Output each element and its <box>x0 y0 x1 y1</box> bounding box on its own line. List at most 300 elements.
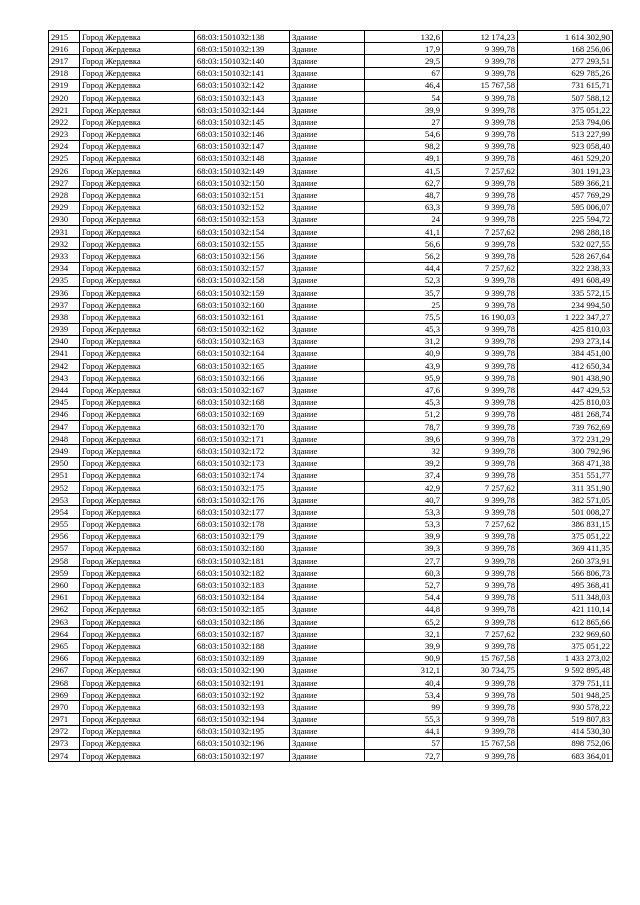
area-cell: 53,3 <box>365 518 443 530</box>
row-number-cell: 2940 <box>49 335 80 347</box>
row-number-cell: 2960 <box>49 579 80 591</box>
object-type-cell: Здание <box>290 628 365 640</box>
locality-cell: Город Жердевка <box>80 140 195 152</box>
row-number-cell: 2925 <box>49 152 80 164</box>
area-cell: 44,4 <box>365 262 443 274</box>
locality-cell: Город Жердевка <box>80 323 195 335</box>
area-cell: 75,5 <box>365 311 443 323</box>
locality-cell: Город Жердевка <box>80 616 195 628</box>
area-cell: 54,4 <box>365 591 443 603</box>
row-number-cell: 2928 <box>49 189 80 201</box>
object-type-cell: Здание <box>290 542 365 554</box>
object-type-cell: Здание <box>290 616 365 628</box>
table-row <box>49 226 613 238</box>
cadastral-value-cell: 351 551,77 <box>518 469 613 481</box>
area-cell: 47,6 <box>365 384 443 396</box>
row-number-cell: 2921 <box>49 104 80 116</box>
locality-cell: Город Жердевка <box>80 640 195 652</box>
cadastral-value-cell: 513 227,99 <box>518 128 613 140</box>
table-row <box>49 494 613 506</box>
locality-cell: Город Жердевка <box>80 676 195 688</box>
locality-cell: Город Жердевка <box>80 372 195 384</box>
object-type-cell: Здание <box>290 421 365 433</box>
specific-value-cell: 9 399,78 <box>443 469 518 481</box>
cadastral-value-cell: 9 592 895,48 <box>518 664 613 676</box>
row-number-cell: 2961 <box>49 591 80 603</box>
cadastral-value-cell: 300 792,96 <box>518 445 613 457</box>
locality-cell: Город Жердевка <box>80 299 195 311</box>
locality-cell: Город Жердевка <box>80 737 195 749</box>
cadastral-number-cell: 68:03:1501032:174 <box>195 469 290 481</box>
cadastral-number-cell: 68:03:1501032:192 <box>195 689 290 701</box>
object-type-cell: Здание <box>290 335 365 347</box>
cadastral-value-cell: 301 191,23 <box>518 165 613 177</box>
row-number-cell: 2927 <box>49 177 80 189</box>
object-type-cell: Здание <box>290 213 365 225</box>
area-cell: 46,4 <box>365 79 443 91</box>
object-type-cell: Здание <box>290 360 365 372</box>
cadastral-number-cell: 68:03:1501032:191 <box>195 676 290 688</box>
area-cell: 27,7 <box>365 555 443 567</box>
cadastral-value-cell: 501 008,27 <box>518 506 613 518</box>
cadastral-value-cell: 382 571,05 <box>518 494 613 506</box>
cadastral-value-cell: 322 238,33 <box>518 262 613 274</box>
object-type-cell: Здание <box>290 676 365 688</box>
cadastral-number-cell: 68:03:1501032:155 <box>195 238 290 250</box>
area-cell: 56,2 <box>365 250 443 262</box>
row-number-cell: 2955 <box>49 518 80 530</box>
object-type-cell: Здание <box>290 713 365 725</box>
cadastral-number-cell: 68:03:1501032:156 <box>195 250 290 262</box>
table-row <box>49 323 613 335</box>
cadastral-number-cell: 68:03:1501032:138 <box>195 31 290 43</box>
specific-value-cell: 9 399,78 <box>443 640 518 652</box>
table-row <box>49 360 613 372</box>
specific-value-cell: 9 399,78 <box>443 591 518 603</box>
table-row <box>49 201 613 213</box>
row-number-cell: 2956 <box>49 530 80 542</box>
table-row <box>49 616 613 628</box>
object-type-cell: Здание <box>290 567 365 579</box>
specific-value-cell: 9 399,78 <box>443 347 518 359</box>
table-row <box>49 189 613 201</box>
cadastral-number-cell: 68:03:1501032:176 <box>195 494 290 506</box>
locality-cell: Город Жердевка <box>80 79 195 91</box>
table-row <box>49 676 613 688</box>
row-number-cell: 2933 <box>49 250 80 262</box>
cadastral-number-cell: 68:03:1501032:170 <box>195 421 290 433</box>
table-row <box>49 91 613 103</box>
cadastral-number-cell: 68:03:1501032:172 <box>195 445 290 457</box>
row-number-cell: 2935 <box>49 274 80 286</box>
table-row <box>49 701 613 713</box>
locality-cell: Город Жердевка <box>80 421 195 433</box>
row-number-cell: 2963 <box>49 616 80 628</box>
object-type-cell: Здание <box>290 481 365 493</box>
object-type-cell: Здание <box>290 79 365 91</box>
locality-cell: Город Жердевка <box>80 347 195 359</box>
area-cell: 52,3 <box>365 274 443 286</box>
cadastral-number-cell: 68:03:1501032:168 <box>195 396 290 408</box>
area-cell: 40,7 <box>365 494 443 506</box>
locality-cell: Город Жердевка <box>80 201 195 213</box>
area-cell: 52,7 <box>365 579 443 591</box>
specific-value-cell: 9 399,78 <box>443 542 518 554</box>
table-row <box>49 104 613 116</box>
cadastral-number-cell: 68:03:1501032:149 <box>195 165 290 177</box>
locality-cell: Город Жердевка <box>80 433 195 445</box>
locality-cell: Город Жердевка <box>80 91 195 103</box>
object-type-cell: Здание <box>290 555 365 567</box>
locality-cell: Город Жердевка <box>80 360 195 372</box>
cadastral-number-cell: 68:03:1501032:197 <box>195 750 290 762</box>
specific-value-cell: 9 399,78 <box>443 555 518 567</box>
row-number-cell: 2930 <box>49 213 80 225</box>
table-row <box>49 603 613 615</box>
object-type-cell: Здание <box>290 518 365 530</box>
object-type-cell: Здание <box>290 506 365 518</box>
cadastral-value-cell: 375 051,22 <box>518 640 613 652</box>
cadastral-value-cell: 491 608,49 <box>518 274 613 286</box>
row-number-cell: 2948 <box>49 433 80 445</box>
area-cell: 31,2 <box>365 335 443 347</box>
area-cell: 51,2 <box>365 408 443 420</box>
locality-cell: Город Жердевка <box>80 43 195 55</box>
specific-value-cell: 9 399,78 <box>443 421 518 433</box>
object-type-cell: Здание <box>290 750 365 762</box>
cadastral-number-cell: 68:03:1501032:167 <box>195 384 290 396</box>
specific-value-cell: 9 399,78 <box>443 396 518 408</box>
table-row <box>49 31 613 43</box>
cadastral-value-cell: 369 411,35 <box>518 542 613 554</box>
row-number-cell: 2949 <box>49 445 80 457</box>
cadastral-number-cell: 68:03:1501032:159 <box>195 286 290 298</box>
cadastral-value-cell: 225 594,72 <box>518 213 613 225</box>
area-cell: 44,8 <box>365 603 443 615</box>
object-type-cell: Здание <box>290 384 365 396</box>
object-type-cell: Здание <box>290 177 365 189</box>
locality-cell: Город Жердевка <box>80 104 195 116</box>
area-cell: 132,6 <box>365 31 443 43</box>
area-cell: 41,1 <box>365 226 443 238</box>
cadastral-value-cell: 386 831,15 <box>518 518 613 530</box>
specific-value-cell: 9 399,78 <box>443 128 518 140</box>
row-number-cell: 2969 <box>49 689 80 701</box>
row-number-cell: 2943 <box>49 372 80 384</box>
specific-value-cell: 9 399,78 <box>443 372 518 384</box>
object-type-cell: Здание <box>290 579 365 591</box>
locality-cell: Город Жердевка <box>80 213 195 225</box>
object-type-cell: Здание <box>290 43 365 55</box>
row-number-cell: 2971 <box>49 713 80 725</box>
object-type-cell: Здание <box>290 262 365 274</box>
row-number-cell: 2942 <box>49 360 80 372</box>
area-cell: 65,2 <box>365 616 443 628</box>
row-number-cell: 2966 <box>49 652 80 664</box>
locality-cell: Город Жердевка <box>80 311 195 323</box>
row-number-cell: 2923 <box>49 128 80 140</box>
area-cell: 29,5 <box>365 55 443 67</box>
area-cell: 53,4 <box>365 689 443 701</box>
row-number-cell: 2946 <box>49 408 80 420</box>
specific-value-cell: 9 399,78 <box>443 43 518 55</box>
cadastral-value-cell: 168 256,06 <box>518 43 613 55</box>
locality-cell: Город Жердевка <box>80 591 195 603</box>
cadastral-value-cell: 234 994,50 <box>518 299 613 311</box>
locality-cell: Город Жердевка <box>80 262 195 274</box>
specific-value-cell: 9 399,78 <box>443 104 518 116</box>
row-number-cell: 2973 <box>49 737 80 749</box>
table-row <box>49 55 613 67</box>
area-cell: 43,9 <box>365 360 443 372</box>
area-cell: 25 <box>365 299 443 311</box>
cadastral-value-cell: 375 051,22 <box>518 104 613 116</box>
area-cell: 312,1 <box>365 664 443 676</box>
cadastral-number-cell: 68:03:1501032:143 <box>195 91 290 103</box>
locality-cell: Город Жердевка <box>80 67 195 79</box>
table-row <box>49 628 613 640</box>
specific-value-cell: 9 399,78 <box>443 494 518 506</box>
row-number-cell: 2916 <box>49 43 80 55</box>
table-row <box>49 128 613 140</box>
cadastral-number-cell: 68:03:1501032:178 <box>195 518 290 530</box>
specific-value-cell: 9 399,78 <box>443 201 518 213</box>
area-cell: 42,9 <box>365 481 443 493</box>
locality-cell: Город Жердевка <box>80 689 195 701</box>
object-type-cell: Здание <box>290 725 365 737</box>
cadastral-number-cell: 68:03:1501032:151 <box>195 189 290 201</box>
area-cell: 60,3 <box>365 567 443 579</box>
area-cell: 90,9 <box>365 652 443 664</box>
locality-cell: Город Жердевка <box>80 189 195 201</box>
cadastral-value-cell: 683 364,01 <box>518 750 613 762</box>
object-type-cell: Здание <box>290 469 365 481</box>
specific-value-cell: 9 399,78 <box>443 238 518 250</box>
row-number-cell: 2967 <box>49 664 80 676</box>
cadastral-number-cell: 68:03:1501032:173 <box>195 457 290 469</box>
cadastral-number-cell: 68:03:1501032:181 <box>195 555 290 567</box>
cadastral-value-cell: 457 769,29 <box>518 189 613 201</box>
row-number-cell: 2932 <box>49 238 80 250</box>
specific-value-cell: 30 734,75 <box>443 664 518 676</box>
area-cell: 40,4 <box>365 676 443 688</box>
cadastral-value-cell: 901 438,90 <box>518 372 613 384</box>
object-type-cell: Здание <box>290 311 365 323</box>
table-row <box>49 311 613 323</box>
area-cell: 40,9 <box>365 347 443 359</box>
cadastral-value-cell: 293 273,14 <box>518 335 613 347</box>
area-cell: 17,9 <box>365 43 443 55</box>
cadastral-number-cell: 68:03:1501032:195 <box>195 725 290 737</box>
cadastral-value-cell: 1 614 302,90 <box>518 31 613 43</box>
cadastral-value-cell: 379 751,11 <box>518 676 613 688</box>
cadastral-number-cell: 68:03:1501032:171 <box>195 433 290 445</box>
row-number-cell: 2934 <box>49 262 80 274</box>
row-number-cell: 2926 <box>49 165 80 177</box>
cadastral-number-cell: 68:03:1501032:186 <box>195 616 290 628</box>
locality-cell: Город Жердевка <box>80 750 195 762</box>
specific-value-cell: 9 399,78 <box>443 274 518 286</box>
locality-cell: Город Жердевка <box>80 445 195 457</box>
specific-value-cell: 7 257,62 <box>443 518 518 530</box>
object-type-cell: Здание <box>290 530 365 542</box>
specific-value-cell: 9 399,78 <box>443 433 518 445</box>
locality-cell: Город Жердевка <box>80 518 195 530</box>
object-type-cell: Здание <box>290 165 365 177</box>
cadastral-number-cell: 68:03:1501032:148 <box>195 152 290 164</box>
specific-value-cell: 9 399,78 <box>443 506 518 518</box>
locality-cell: Город Жердевка <box>80 506 195 518</box>
area-cell: 32,1 <box>365 628 443 640</box>
row-number-cell: 2919 <box>49 79 80 91</box>
cadastral-value-cell: 532 027,55 <box>518 238 613 250</box>
locality-cell: Город Жердевка <box>80 274 195 286</box>
table-row <box>49 238 613 250</box>
area-cell: 48,7 <box>365 189 443 201</box>
locality-cell: Город Жердевка <box>80 177 195 189</box>
locality-cell: Город Жердевка <box>80 55 195 67</box>
table-row <box>49 384 613 396</box>
cadastral-number-cell: 68:03:1501032:179 <box>195 530 290 542</box>
object-type-cell: Здание <box>290 189 365 201</box>
cadastral-value-cell: 425 810,03 <box>518 396 613 408</box>
row-number-cell: 2964 <box>49 628 80 640</box>
cadastral-value-cell: 731 615,71 <box>518 79 613 91</box>
area-cell: 39,3 <box>365 542 443 554</box>
table-row <box>49 43 613 55</box>
area-cell: 39,9 <box>365 530 443 542</box>
cadastral-value-cell: 930 578,22 <box>518 701 613 713</box>
table-row <box>49 250 613 262</box>
locality-cell: Город Жердевка <box>80 469 195 481</box>
cadastral-value-cell: 739 762,69 <box>518 421 613 433</box>
object-type-cell: Здание <box>290 701 365 713</box>
cadastral-value-cell: 384 451,00 <box>518 347 613 359</box>
locality-cell: Город Жердевка <box>80 384 195 396</box>
locality-cell: Город Жердевка <box>80 250 195 262</box>
row-number-cell: 2957 <box>49 542 80 554</box>
area-cell: 41,5 <box>365 165 443 177</box>
cadastral-number-cell: 68:03:1501032:189 <box>195 652 290 664</box>
row-number-cell: 2937 <box>49 299 80 311</box>
specific-value-cell: 9 399,78 <box>443 701 518 713</box>
specific-value-cell: 9 399,78 <box>443 579 518 591</box>
cadastral-number-cell: 68:03:1501032:152 <box>195 201 290 213</box>
object-type-cell: Здание <box>290 67 365 79</box>
table-row <box>49 445 613 457</box>
specific-value-cell: 9 399,78 <box>443 567 518 579</box>
locality-cell: Город Жердевка <box>80 335 195 347</box>
locality-cell: Город Жердевка <box>80 128 195 140</box>
row-number-cell: 2915 <box>49 31 80 43</box>
locality-cell: Город Жердевка <box>80 286 195 298</box>
specific-value-cell: 7 257,62 <box>443 628 518 640</box>
cadastral-value-cell: 1 433 273,02 <box>518 652 613 664</box>
table-row <box>49 591 613 603</box>
row-number-cell: 2959 <box>49 567 80 579</box>
cadastral-value-cell: 501 948,25 <box>518 689 613 701</box>
area-cell: 45,3 <box>365 323 443 335</box>
specific-value-cell: 9 399,78 <box>443 408 518 420</box>
cadastral-number-cell: 68:03:1501032:142 <box>195 79 290 91</box>
object-type-cell: Здание <box>290 238 365 250</box>
cadastral-value-cell: 425 810,03 <box>518 323 613 335</box>
table-row <box>49 79 613 91</box>
cadastral-number-cell: 68:03:1501032:146 <box>195 128 290 140</box>
row-number-cell: 2944 <box>49 384 80 396</box>
area-cell: 63,3 <box>365 201 443 213</box>
specific-value-cell: 9 399,78 <box>443 67 518 79</box>
table-row <box>49 347 613 359</box>
cadastral-number-cell: 68:03:1501032:188 <box>195 640 290 652</box>
area-cell: 62,7 <box>365 177 443 189</box>
row-number-cell: 2917 <box>49 55 80 67</box>
cadastral-number-cell: 68:03:1501032:164 <box>195 347 290 359</box>
specific-value-cell: 9 399,78 <box>443 116 518 128</box>
row-number-cell: 2945 <box>49 396 80 408</box>
cadastral-value-cell: 421 110,14 <box>518 603 613 615</box>
row-number-cell: 2952 <box>49 481 80 493</box>
object-type-cell: Здание <box>290 226 365 238</box>
area-cell: 78,7 <box>365 421 443 433</box>
specific-value-cell: 9 399,78 <box>443 676 518 688</box>
object-type-cell: Здание <box>290 201 365 213</box>
specific-value-cell: 9 399,78 <box>443 725 518 737</box>
cadastral-number-cell: 68:03:1501032:145 <box>195 116 290 128</box>
object-type-cell: Здание <box>290 104 365 116</box>
object-type-cell: Здание <box>290 445 365 457</box>
table-row <box>49 262 613 274</box>
area-cell: 49,1 <box>365 152 443 164</box>
cadastral-number-cell: 68:03:1501032:185 <box>195 603 290 615</box>
specific-value-cell: 9 399,78 <box>443 323 518 335</box>
table-row <box>49 67 613 79</box>
table-row <box>49 664 613 676</box>
locality-cell: Город Жердевка <box>80 664 195 676</box>
specific-value-cell: 9 399,78 <box>443 335 518 347</box>
row-number-cell: 2924 <box>49 140 80 152</box>
specific-value-cell: 9 399,78 <box>443 445 518 457</box>
cadastral-value-cell: 368 471,38 <box>518 457 613 469</box>
object-type-cell: Здание <box>290 396 365 408</box>
specific-value-cell: 9 399,78 <box>443 55 518 67</box>
specific-value-cell: 9 399,78 <box>443 530 518 542</box>
table-row <box>49 640 613 652</box>
table-row <box>49 518 613 530</box>
cadastral-number-cell: 68:03:1501032:154 <box>195 226 290 238</box>
cadastral-value-cell: 629 785,26 <box>518 67 613 79</box>
specific-value-cell: 9 399,78 <box>443 713 518 725</box>
table-row <box>49 567 613 579</box>
locality-cell: Город Жердевка <box>80 408 195 420</box>
locality-cell: Город Жердевка <box>80 165 195 177</box>
object-type-cell: Здание <box>290 116 365 128</box>
locality-cell: Город Жердевка <box>80 628 195 640</box>
object-type-cell: Здание <box>290 408 365 420</box>
locality-cell: Город Жердевка <box>80 396 195 408</box>
table-row <box>49 506 613 518</box>
cadastral-number-cell: 68:03:1501032:184 <box>195 591 290 603</box>
cadastral-number-cell: 68:03:1501032:150 <box>195 177 290 189</box>
table-row <box>49 286 613 298</box>
table-row <box>49 457 613 469</box>
area-cell: 37,4 <box>365 469 443 481</box>
object-type-cell: Здание <box>290 128 365 140</box>
locality-cell: Город Жердевка <box>80 555 195 567</box>
cadastral-value-cell: 612 865,66 <box>518 616 613 628</box>
table-row <box>49 140 613 152</box>
object-type-cell: Здание <box>290 31 365 43</box>
